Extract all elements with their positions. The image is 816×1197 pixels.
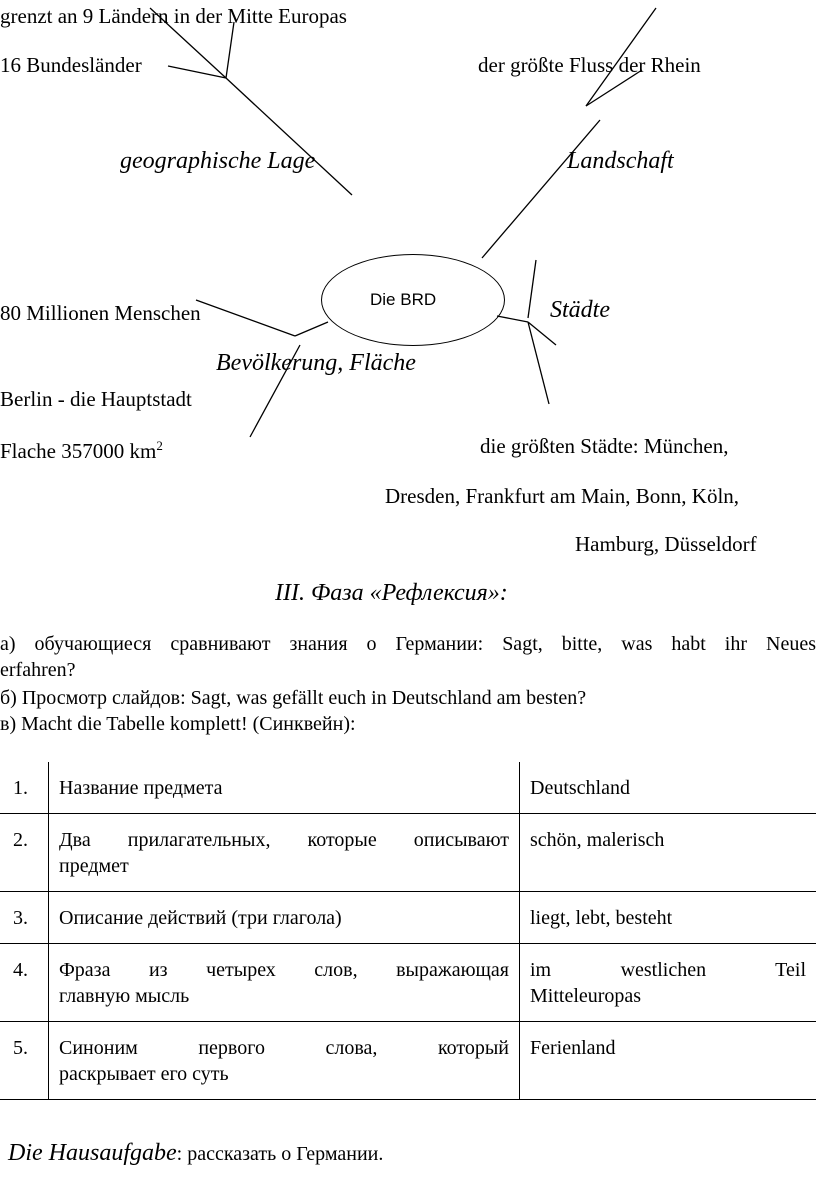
line-land-3 bbox=[482, 120, 600, 258]
mindmap-text-area bbox=[0, 434, 163, 463]
table-row bbox=[0, 892, 816, 944]
table-row bbox=[0, 944, 816, 1022]
row-number: 3. bbox=[0, 892, 49, 944]
item-a-line1: а) обучающиеся сравнивают знания о Германии: Sagt, bitte, was habt ihr Neues bbox=[0, 633, 816, 655]
row-number: 4. bbox=[0, 944, 49, 1022]
mindmap-center-label: Die BRD bbox=[370, 290, 437, 309]
table-row bbox=[0, 762, 816, 814]
row-value: Ferienland bbox=[520, 1022, 816, 1100]
mindmap-text-border-countries: grenzt an 9 Ländern in der Mitte Europas bbox=[0, 4, 347, 28]
row-value: schön, malerisch bbox=[520, 814, 816, 892]
row-description: Фраза из четырех слов, выражающая главную мысль bbox=[49, 944, 520, 1022]
cinquain-table bbox=[0, 762, 816, 1100]
mindmap-category-geography: geographische Lage bbox=[120, 148, 316, 174]
line-st-4 bbox=[528, 322, 549, 404]
row-description: Синоним первого слова, который раскрывает его суть bbox=[49, 1022, 520, 1100]
homework-text: : рассказать о Германии. bbox=[176, 1143, 384, 1165]
row-description: Название предмета bbox=[49, 762, 520, 814]
mindmap-text-capital: Berlin - die Hauptstadt bbox=[0, 387, 192, 411]
table-row bbox=[0, 1022, 816, 1100]
row-number: 2. bbox=[0, 814, 49, 892]
row-number: 1. bbox=[0, 762, 49, 814]
mindmap-text-cities-2: Dresden, Frankfurt am Main, Bonn, Köln, bbox=[385, 484, 740, 508]
item-a bbox=[0, 631, 816, 683]
line-bev-1 bbox=[196, 300, 295, 336]
line-st-1 bbox=[528, 260, 536, 318]
row-value: Deutschland bbox=[520, 762, 816, 814]
item-b: б) Просмотр слайдов: Sagt, was gefällt euch in Deutschland am besten? bbox=[0, 687, 587, 709]
mindmap-text-largest-river: der größte Fluss der Rhein bbox=[478, 53, 701, 77]
homework bbox=[8, 1139, 383, 1168]
mindmap-category-landscape: Landschaft bbox=[567, 148, 674, 174]
area-value: Flache 357000 km bbox=[0, 439, 157, 463]
mindmap-category-population-area: Bevölkerung, Fläche bbox=[216, 350, 416, 376]
line-geo-4 bbox=[226, 78, 352, 195]
mindmap-text-cities-3: Hamburg, Düsseldorf bbox=[575, 532, 757, 556]
area-superscript: 2 bbox=[156, 438, 163, 453]
row-number: 5. bbox=[0, 1022, 49, 1100]
item-c: в) Macht die Tabelle komplett! (Синквейн): bbox=[0, 713, 356, 735]
line-st-3 bbox=[528, 322, 556, 345]
table-row bbox=[0, 814, 816, 892]
homework-label: Die Hausaufgabe bbox=[8, 1140, 177, 1166]
section-title: III. Фаза «Рефлексия»: bbox=[275, 580, 508, 606]
mindmap-text-population: 80 Millionen Menschen bbox=[0, 301, 201, 325]
row-value: liegt, lebt, besteht bbox=[520, 892, 816, 944]
row-description: Описание действий (три глагола) bbox=[49, 892, 520, 944]
mindmap-text-largest-cities: die größten Städte: München, bbox=[480, 434, 729, 458]
line-bev-2 bbox=[295, 322, 328, 336]
line-geo-2 bbox=[226, 22, 234, 78]
item-a-line2: erfahren? bbox=[0, 659, 76, 681]
line-geo-3 bbox=[168, 66, 226, 78]
line-st-2 bbox=[497, 316, 528, 322]
mindmap-category-cities: Städte bbox=[550, 297, 610, 323]
mindmap-text-federal-states: 16 Bundesländer bbox=[0, 53, 142, 77]
row-description: Два прилагательных, которые описывают предмет bbox=[49, 814, 520, 892]
row-value: im westlichen Teil Mitteleuropas bbox=[520, 944, 816, 1022]
mindmap-center-ellipse bbox=[321, 254, 505, 346]
